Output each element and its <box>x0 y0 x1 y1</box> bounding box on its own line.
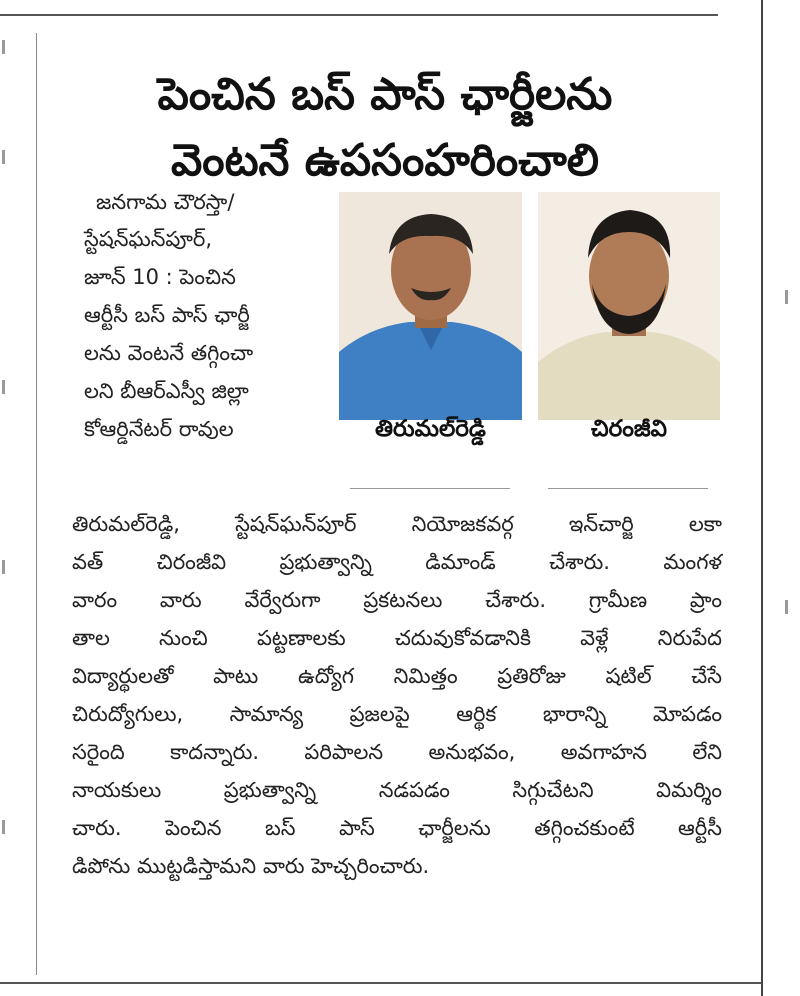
body-line: వారం వారు వేర్వేరుగా ప్రకటనలు చేశారు. గ్రామీణ ప్రాం <box>72 588 722 612</box>
body-line: ఆర్టీసీ బస్ పాస్ ఛార్జీ <box>84 303 250 327</box>
body-line: తాల నుంచి పట్టణాలకు చదువుకోవడానికి వెళ్లే నిరుపేద <box>72 626 722 650</box>
body-line: లను వెంటనే తగ్గించా <box>84 341 254 365</box>
photo-caption: చిరంజీవి <box>590 416 668 442</box>
top-column-rule <box>0 14 718 16</box>
headline-line-1: పెంచిన బస్ పాస్ ఛార్జీలను <box>157 69 613 121</box>
headline-line-2: వెంటనే ఉపసంహరించాలి <box>171 135 599 187</box>
photo-caption: తిరుమల్‌రెడ్డి <box>375 416 486 442</box>
body-line: చిరుద్యోగులు, సామాన్య ప్రజలపై ఆర్థిక భారాన్ని మోపడం <box>72 702 722 726</box>
bottom-column-rule <box>0 982 761 984</box>
body-line: లని బీఆర్‌ఎస్వీ జిల్లా <box>84 379 249 403</box>
body-line: చారు. పెంచిన బస్ పాస్ ఛార్జీలను తగ్గించకుంటే ఆర్టీసీ <box>72 816 722 840</box>
photo-chiranjeevi <box>538 192 720 420</box>
body-line: తిరుమల్‌రెడ్డి, స్టేషన్‌ఘన్‌పూర్ నియోజకవర్గ ఇన్‌చార్జి లకా <box>72 512 722 536</box>
right-column-rule <box>761 0 763 996</box>
body-line: డిపోను ముట్టడిస్తామని వారు హెచ్చరించారు. <box>72 854 430 878</box>
photo-thirumal-reddy <box>339 192 522 420</box>
body-line: జూన్ 10 : పెంచిన <box>84 265 236 289</box>
body-line: స్టేషన్‌ఘన్‌పూర్, <box>84 227 213 251</box>
body-line: విద్యార్థులతో పాటు ఉద్యోగ నిమిత్తం ప్రతిరోజు షటిల్ చేసే <box>72 664 722 688</box>
caption-rule <box>350 488 510 489</box>
body-line: జనగామ చౌరస్తా/ <box>96 190 235 214</box>
body-line: నాయకులు ప్రభుత్వాన్ని నడపడం సిగ్గుచేటని విమర్శిం <box>72 778 722 802</box>
body-line: వత్ చిరంజీవి ప్రభుత్వాన్ని డిమాండ్ చేశారు. మంగళ <box>72 550 722 574</box>
left-column-rule <box>36 33 37 975</box>
caption-rule <box>548 488 708 489</box>
body-line: కోఆర్డినేటర్ రావుల <box>84 417 234 441</box>
body-line: సరైంది కాదన్నారు. పరిపాలన అనుభవం, అవగాహన లేని <box>72 740 722 764</box>
